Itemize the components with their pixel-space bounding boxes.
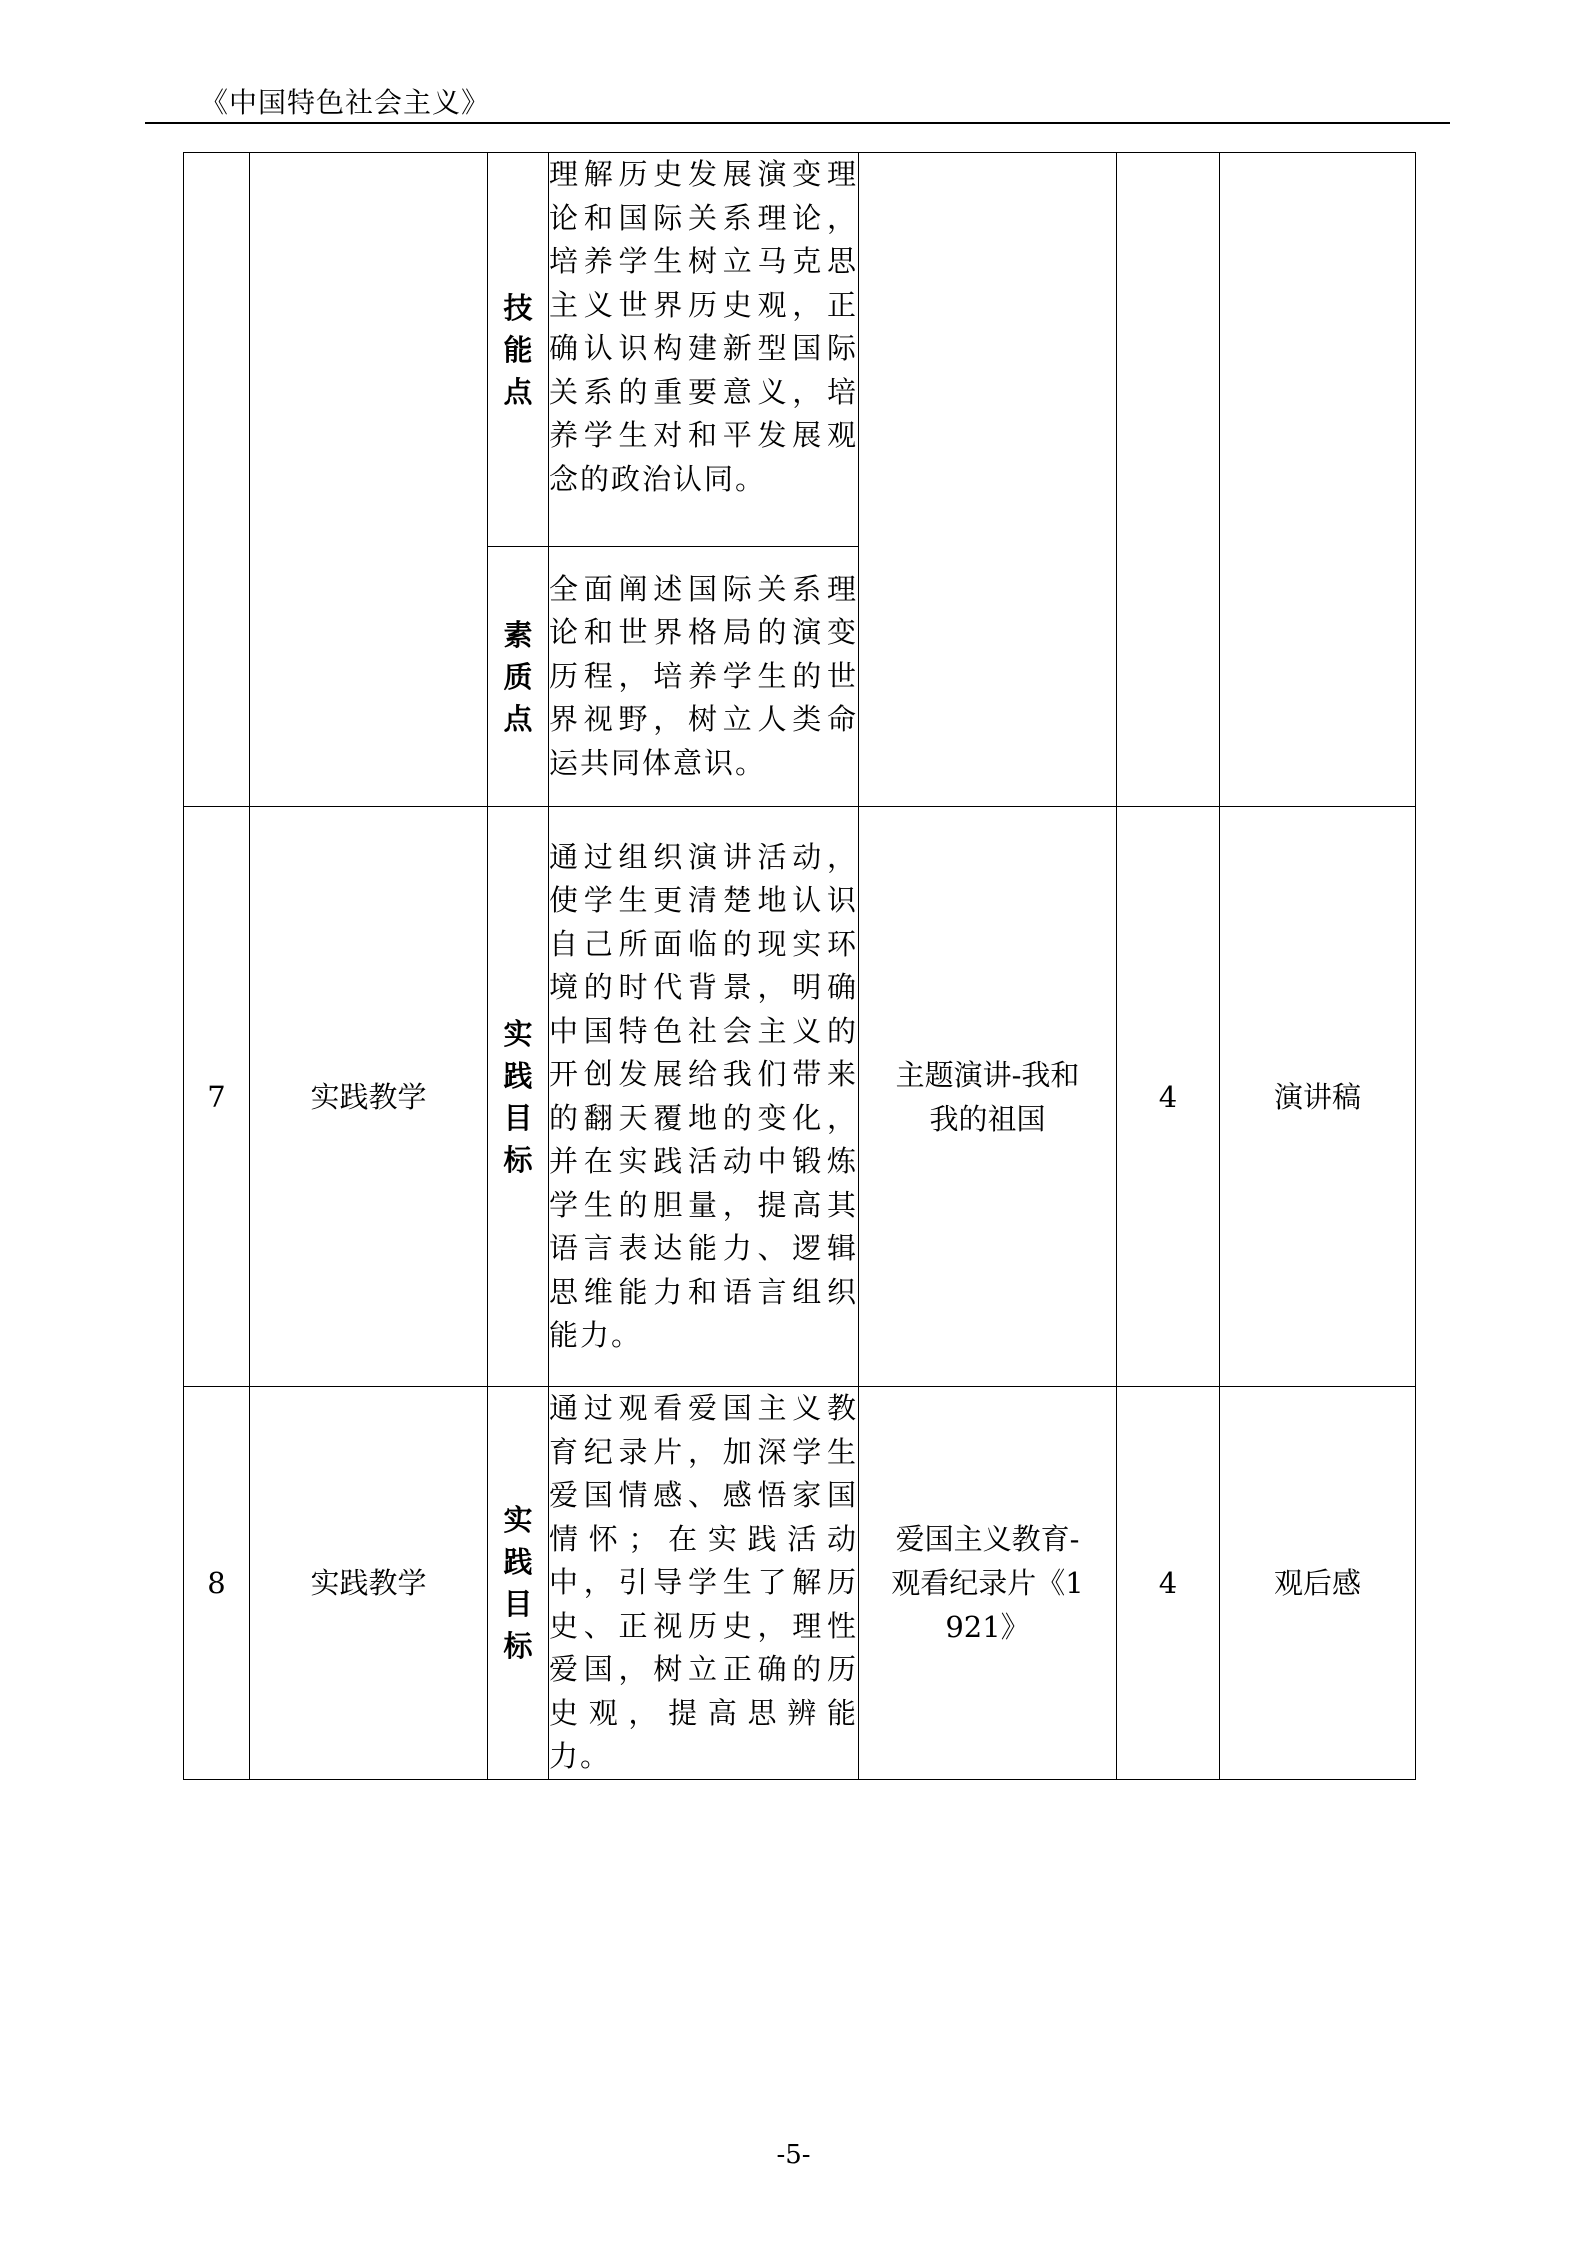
- cell-kind-label: [488, 1387, 549, 1780]
- row-output: 演讲稿: [1220, 807, 1416, 1387]
- header-divider: [145, 122, 1450, 124]
- cell-output-empty: [1220, 153, 1416, 807]
- row-output: 观后感: [1220, 1387, 1416, 1780]
- row-content: 通过观看爱国主义教育纪录片，加深学生爱国情感、感悟家国情怀；在实践活动中，引导学生了解历史、正视历史，理性爱国，树立正确的历史观，提高思辨能力。: [549, 1387, 859, 1780]
- quality-label: 素质点: [503, 617, 533, 736]
- cell-number-empty: [184, 153, 250, 807]
- cell-skill-content: 理解历史发展演变理论和国际关系理论，培养学生树立马克思主义世界历史观，正确认识构建新型国际关系的重要意义，培养学生对和平发展观念的政治认同。: [549, 153, 859, 547]
- page-number: -5-: [776, 2140, 811, 2170]
- cell-quality-label: [488, 547, 549, 807]
- row-number: 8: [184, 1387, 250, 1780]
- skill-label: 技能点: [503, 290, 533, 409]
- cell-project: [859, 1387, 1117, 1780]
- cell-project-empty: [859, 153, 1117, 807]
- cell-project: [859, 807, 1117, 1387]
- table-row: [184, 1387, 1416, 1780]
- row-content: 通过组织演讲活动，使学生更清楚地认识自己所面临的现实环境的时代背景，明确中国特色社会主义的开创发展给我们带来的翻天覆地的变化，并在实践活动中锻炼学生的胆量，提高其语言表达能力、逻辑思维能力和语言组织能力。: [549, 807, 859, 1387]
- row-project: 主题演讲-我和我的祖国: [895, 1057, 1080, 1136]
- cell-hours-empty: [1117, 153, 1220, 807]
- row-hours: 4: [1117, 807, 1220, 1387]
- row-hours: 4: [1117, 1387, 1220, 1780]
- table-row-continued-skill: [184, 153, 1416, 547]
- cell-quality-content: 全面阐述国际关系理论和世界格局的演变历程，培养学生的世界视野，树立人类命运共同体意识。: [549, 547, 859, 807]
- cell-kind-label: [488, 807, 549, 1387]
- document-header-title: 《中国特色社会主义》: [200, 86, 491, 119]
- cell-skill-label: [488, 153, 549, 547]
- course-plan-table: [183, 152, 1416, 1780]
- practice-goal-label: 实践目标: [503, 1016, 533, 1177]
- row-project: 爱国主义教育-观看纪录片《1921》: [891, 1522, 1084, 1644]
- cell-type-empty: [250, 153, 488, 807]
- practice-goal-label: 实践目标: [503, 1503, 533, 1663]
- row-teaching-type: 实践教学: [250, 1387, 488, 1780]
- row-teaching-type: 实践教学: [250, 807, 488, 1387]
- row-number: 7: [184, 807, 250, 1387]
- table-row: [184, 807, 1416, 1387]
